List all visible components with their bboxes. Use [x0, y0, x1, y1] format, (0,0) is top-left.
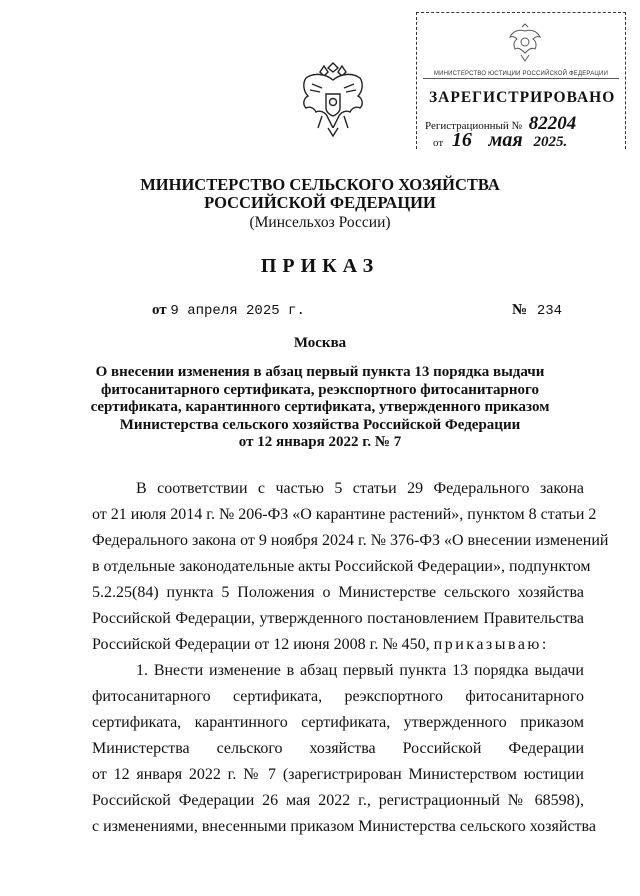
order-date-prefix: от [152, 302, 167, 318]
body-line-text: Российской Федерации от 12 июня 2008 г. № 450, [92, 636, 430, 653]
body-line: В соответствии с частью 5 статьи 29 Федерального закона [136, 480, 584, 497]
body-line: от 12 января 2022 г. № 7 (зарегистрирован Министерством юстиции [92, 766, 584, 783]
body-line: в отдельные законодательные акты Российской Федерации», подпунктом [92, 558, 591, 575]
body-line: от 21 июля 2014 г. № 206-ФЗ «О карантине растений», пунктом 8 статьи 2 [92, 506, 597, 523]
stamp-date-row [433, 129, 567, 152]
coat-of-arms-icon [298, 62, 368, 138]
stamp-date-day: 16 [451, 129, 472, 151]
body-line: Российской Федерации, утвержденного постановлением Правительства [92, 610, 584, 627]
registration-stamp [416, 12, 626, 149]
double-headed-eagle-icon [505, 23, 545, 63]
stamp-header: МИНИСТЕРСТВО ЮСТИЦИИ РОССИЙСКОЙ ФЕДЕРАЦИИ [423, 71, 619, 79]
body-line: Министерства сельского хозяйства Российской Федерации [92, 740, 584, 757]
stamp-title: ЗАРЕГИСТРИРОВАНО [429, 89, 616, 106]
ministry-line-1: МИНИСТЕРСТВО СЕЛЬСКОГО ХОЗЯЙСТВА [140, 175, 500, 194]
stamp-date-prefix: от [433, 137, 444, 149]
ministry-name [0, 176, 640, 212]
body-line: фитосанитарного сертификата, реэкспортного фитосанитарного [92, 688, 584, 705]
stamp-reg-number: 82204 [528, 113, 577, 134]
ministry-line-2: РОССИЙСКОЙ ФЕДЕРАЦИИ [204, 193, 436, 212]
city: Москва [293, 335, 347, 351]
body-line: сертификата, карантинного сертификата, утвержденного приказом [92, 714, 584, 731]
ministry-short-name: (Минсельхоз России) [249, 214, 391, 231]
stamp-reg-label: Регистрационный № [425, 120, 523, 132]
document-title [0, 364, 640, 452]
stamp-date-month: мая [488, 129, 523, 151]
stamp-date-year: 2025. [533, 134, 568, 150]
document-body [92, 476, 609, 840]
body-line: Российской Федерации 26 мая 2022 г., регистрационный № 68598), [92, 792, 584, 809]
title-line-5: от 12 января 2022 г. № 7 [238, 434, 402, 450]
order-number-label: № [512, 302, 528, 318]
title-line-4: Министерства сельского хозяйства Российской Федерации [119, 416, 521, 433]
order-date-value: 9 апреля 2025 г. [170, 303, 305, 319]
body-line-last [92, 632, 584, 658]
order-directive: приказываю: [433, 636, 549, 653]
document-type: ПРИКАЗ [260, 255, 380, 277]
title-line-3: сертификата, карантинного сертификата, утвержденного приказом [90, 399, 550, 415]
title-line-2: фитосанитарного сертификата, реэкспортного фитосанитарного [101, 381, 539, 398]
order-number-value: 234 [536, 303, 563, 319]
title-line-1: О внесении изменения в абзац первый пункта 13 порядка выдачи [95, 364, 545, 380]
body-line: Федерального закона от 9 ноября 2024 г. № 376-ФЗ «О внесении изменений [92, 532, 609, 549]
order-date [152, 302, 305, 319]
body-line: 1. Внести изменение в абзац первый пункта 13 порядка выдачи [136, 662, 584, 679]
order-number [512, 302, 562, 319]
body-line: с изменениями, внесенными приказом Министерства сельского хозяйства [92, 818, 596, 835]
body-line: 5.2.25(84) пункта 5 Положения о Министерстве сельского хозяйства [92, 584, 584, 601]
